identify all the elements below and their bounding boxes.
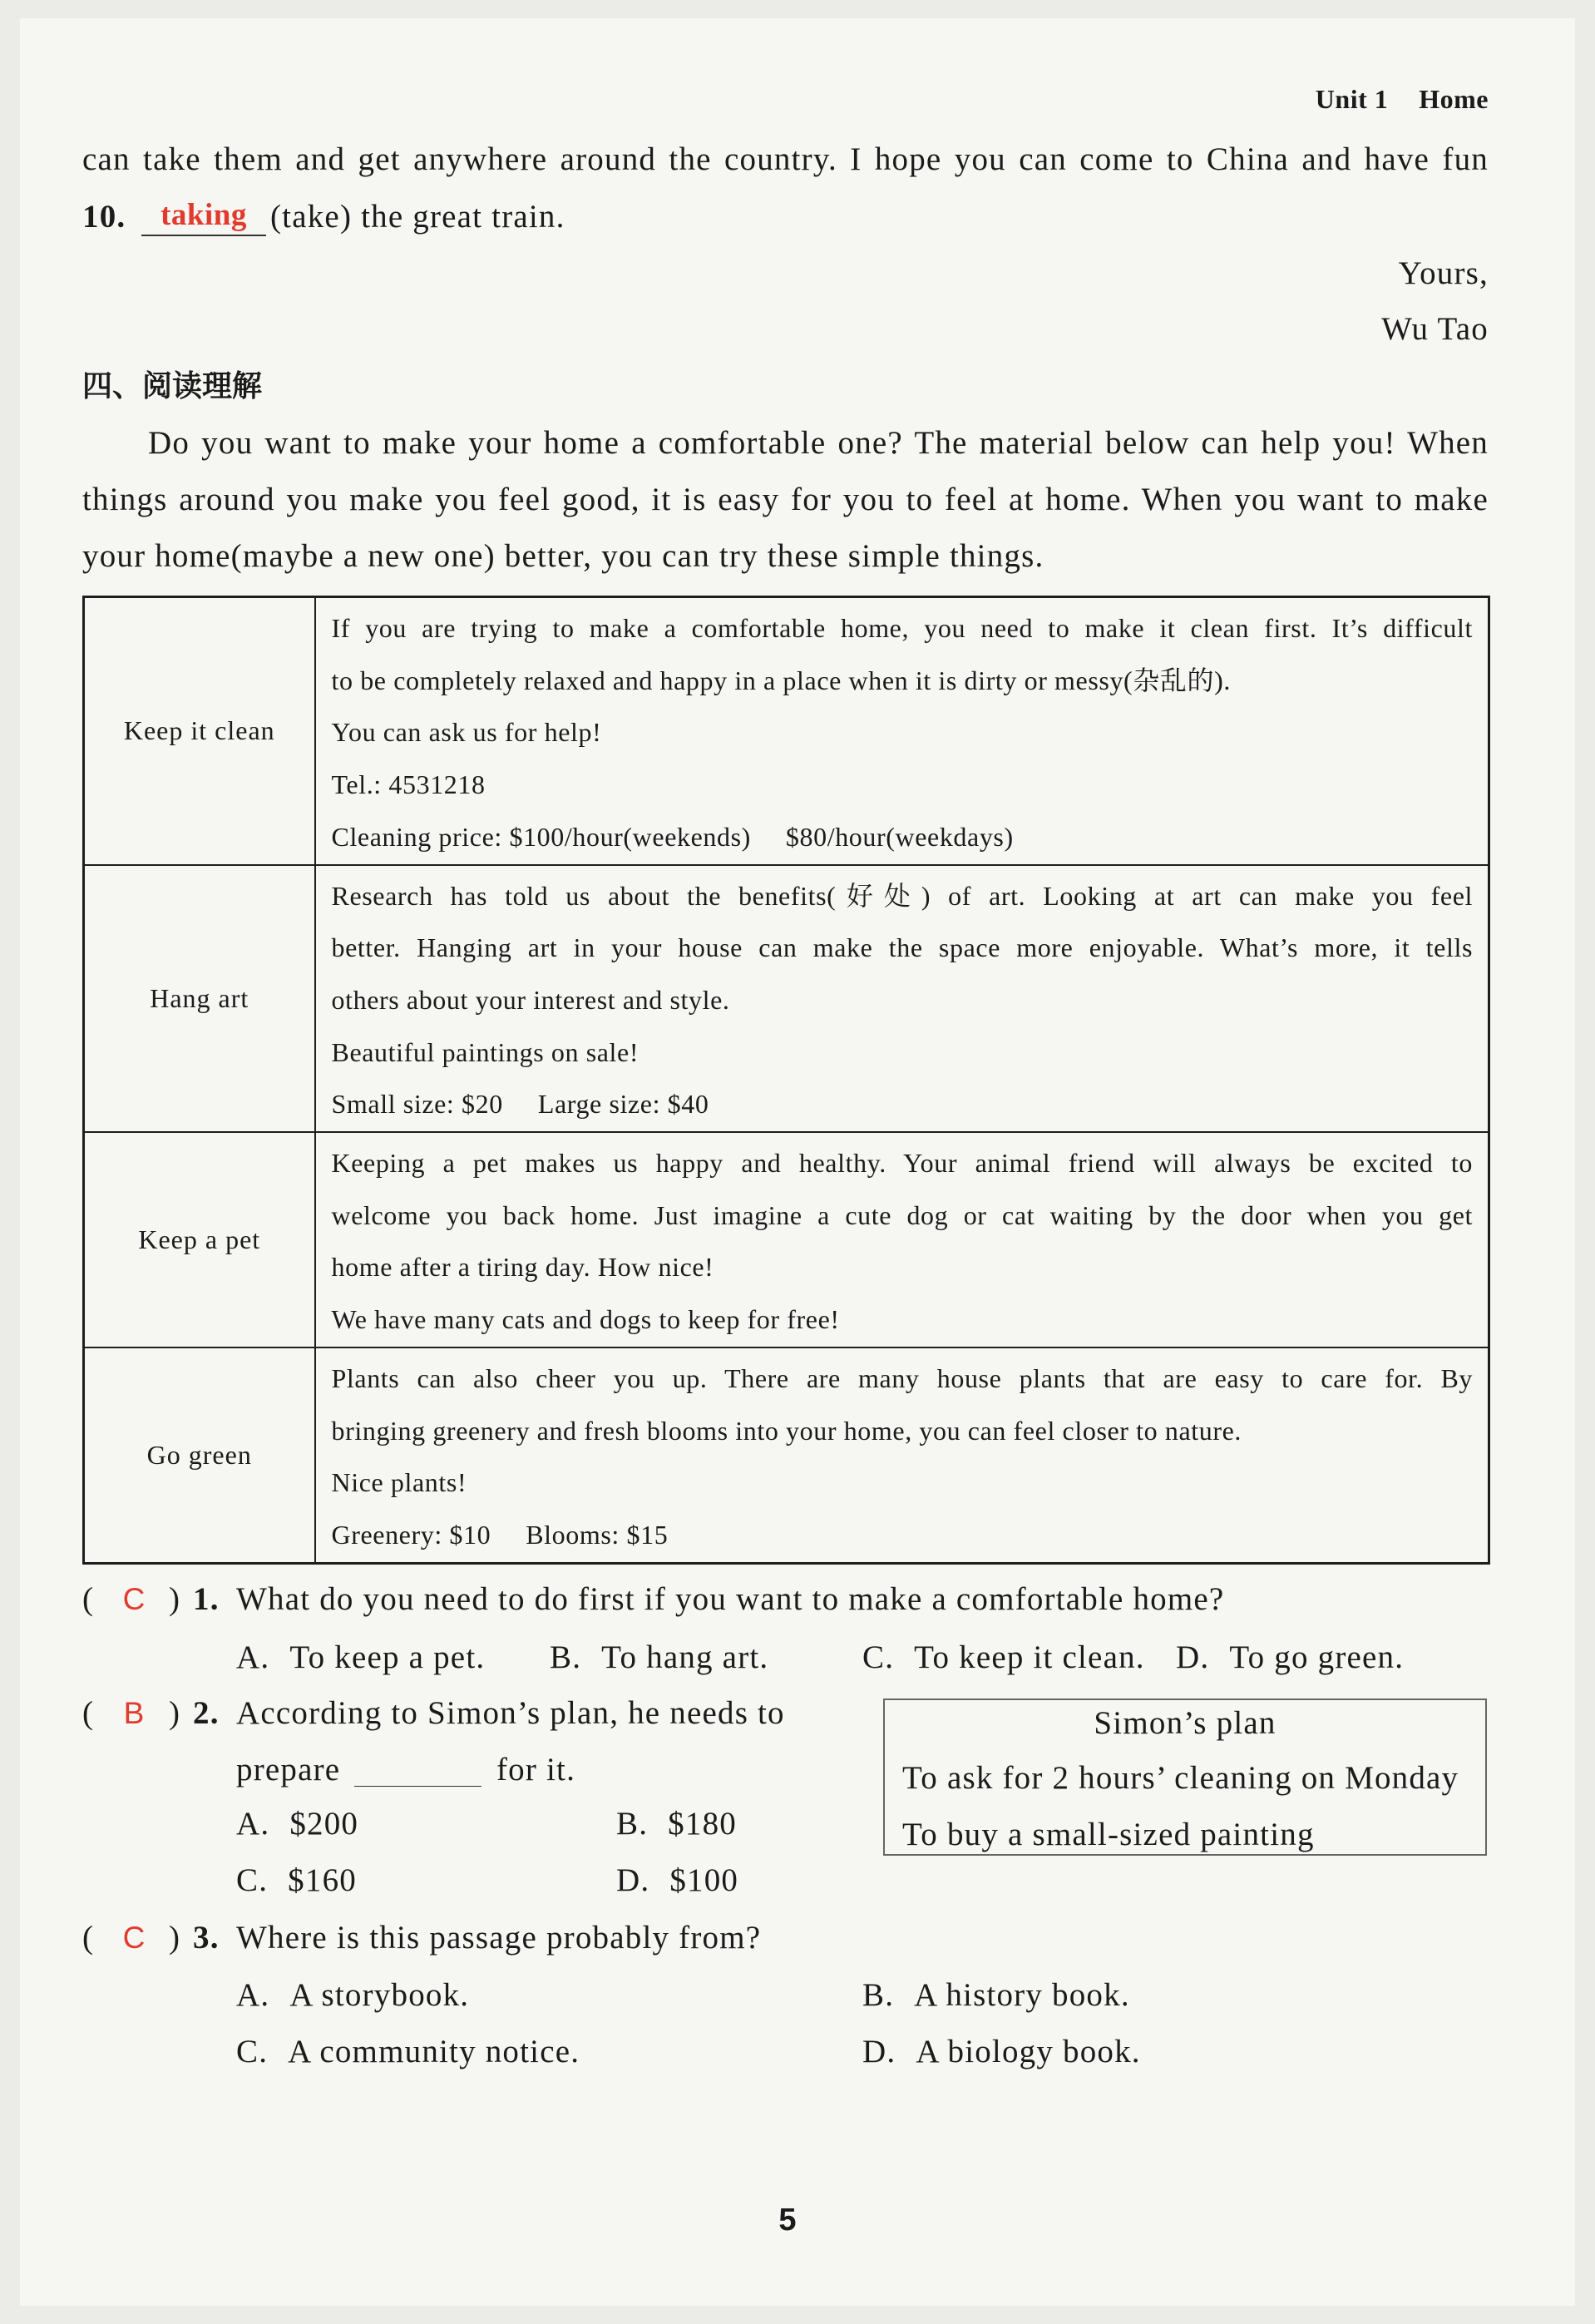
option-letter: C. — [236, 2034, 269, 2069]
option-text: A biology book. — [916, 2034, 1141, 2069]
bracket-close: ) — [169, 1581, 181, 1617]
row-content — [315, 1347, 1489, 1563]
note-part: $80/hour(weekdays) — [785, 821, 1014, 852]
paragraph-line: welcome you back home. Just imagine a cute dog or cat waiting by the door when you get — [331, 1199, 1473, 1230]
row-label: Keep it clean — [84, 597, 315, 865]
option-d — [862, 2024, 1141, 2080]
blank-number: 10. — [82, 199, 126, 235]
reading-table-body — [84, 597, 1489, 1564]
note-line — [332, 1078, 1474, 1130]
plan-box — [883, 1698, 1487, 1856]
note-line — [332, 706, 1474, 759]
bracket-close: ) — [169, 1695, 181, 1731]
answer-mark: C — [122, 1582, 146, 1616]
question-3 — [0, 1910, 1595, 1966]
letter-signature: Wu Tao — [1381, 311, 1489, 347]
option-text: A history book. — [914, 1977, 1130, 2013]
row-content — [315, 865, 1489, 1133]
option-letter: A. — [236, 1806, 270, 1842]
note-line — [332, 759, 1474, 811]
blank-answer: taking — [160, 198, 247, 232]
note-part: Blooms: $15 — [526, 1519, 669, 1550]
note-part: Small size: $20 — [331, 1089, 503, 1120]
option-c — [862, 1629, 1145, 1686]
bracket-open: ( — [82, 1581, 95, 1617]
note-line — [332, 811, 1474, 863]
question-text-cont: prepare — [236, 1752, 341, 1788]
option-text: A community notice. — [288, 2034, 580, 2069]
question-3-options-row-1 — [0, 1967, 1595, 2024]
blank-rest: (take) the great train. — [270, 199, 565, 235]
plan-line: To ask for 2 hours’ cleaning on Monday — [902, 1760, 1459, 1796]
row-label: Go green — [84, 1347, 315, 1563]
note-line — [332, 1026, 1474, 1079]
option-b — [862, 1967, 1130, 2024]
note-part: Tel.: 4531218 — [331, 769, 486, 800]
paragraph-line: Research has told us about the benefits(好处) of art. Looking at art can make you feel — [331, 880, 1473, 911]
table-row — [84, 1132, 1489, 1347]
question-number: 2. — [193, 1695, 220, 1731]
answer-mark: B — [123, 1696, 145, 1730]
row-label: Keep a pet — [84, 1132, 315, 1347]
paragraph-line: If you are trying to make a comfortable home, you need to make it clean first. It’s difficult — [331, 613, 1473, 643]
row-label: Hang art — [84, 865, 315, 1133]
option-b — [616, 1796, 737, 1852]
answer-mark: C — [122, 1921, 146, 1955]
note-part: We have many cats and dogs to keep for free! — [331, 1304, 840, 1335]
paragraph-line: Keeping a pet makes us happy and healthy. Your animal friend will always be excited to — [331, 1148, 1473, 1179]
option-a — [236, 1796, 358, 1852]
question-1-options — [0, 1629, 1595, 1686]
question-1 — [0, 1571, 1595, 1628]
letter-closing: Yours, — [1398, 255, 1489, 291]
header-unit: Unit 1 — [1315, 84, 1389, 114]
option-text: A storybook. — [289, 1977, 470, 2013]
question-3-options-row-2 — [0, 2024, 1595, 2080]
option-a — [236, 1629, 485, 1686]
running-header — [1316, 82, 1489, 116]
intro-line: things around you make you feel good, it is easy for you to feel at home. When you want to make — [82, 482, 1489, 517]
answer-blank-line — [354, 1786, 481, 1787]
question-text: According to Simon’s plan, he needs to — [236, 1695, 785, 1731]
note-part: Cleaning price: $100/hour(weekends) — [331, 821, 751, 852]
plan-title: Simon’s plan — [1094, 1705, 1276, 1741]
option-letter: C. — [862, 1639, 895, 1675]
question-2-options-row-2 — [0, 1852, 1595, 1909]
note-part: Beautiful paintings on sale! — [331, 1036, 639, 1067]
option-letter: A. — [236, 1639, 270, 1675]
note-line — [332, 1509, 1474, 1561]
option-text: $200 — [289, 1806, 359, 1842]
plan-line: To buy a small-sized painting — [902, 1817, 1315, 1852]
option-letter: B. — [616, 1806, 649, 1842]
option-text: To keep it clean. — [914, 1639, 1145, 1675]
row-content — [315, 1132, 1489, 1347]
paragraph-line: others about your interest and style. — [331, 984, 730, 1015]
table-row — [84, 597, 1489, 865]
option-c — [236, 2024, 580, 2080]
option-letter: D. — [862, 2034, 896, 2069]
option-letter: A. — [236, 1977, 270, 2013]
option-letter: B. — [862, 1977, 895, 2013]
table-row — [84, 865, 1489, 1133]
option-text: To go green. — [1229, 1639, 1405, 1675]
header-title: Home — [1419, 84, 1489, 114]
option-c — [236, 1852, 357, 1909]
option-letter: B. — [550, 1639, 582, 1675]
intro-line: Do you want to make your home a comfortable one? The material below can help you! When — [148, 425, 1489, 461]
row-content — [315, 597, 1489, 865]
option-letter: D. — [616, 1862, 650, 1898]
note-part: You can ask us for help! — [331, 717, 602, 748]
note-line — [332, 1293, 1474, 1346]
question-number: 1. — [193, 1581, 220, 1617]
question-number: 3. — [193, 1920, 220, 1956]
option-b — [550, 1629, 768, 1686]
option-d — [616, 1852, 738, 1909]
intro-line: your home(maybe a new one) better, you can try these simple things. — [82, 538, 1044, 574]
page-number: 5 — [778, 2203, 797, 2237]
blank-underline — [141, 235, 266, 236]
option-a — [236, 1967, 469, 2024]
option-text: To hang art. — [601, 1639, 769, 1675]
option-d — [1176, 1629, 1404, 1686]
option-letter: C. — [236, 1862, 269, 1898]
note-part: Greenery: $10 — [331, 1519, 491, 1550]
section-title: 四、阅读理解 — [82, 369, 263, 403]
paragraph-line: to be completely relaxed and happy in a place when it is dirty or messy(杂乱的). — [331, 665, 1231, 695]
note-line — [332, 1456, 1474, 1509]
paragraph-line: home after a tiring day. How nice! — [331, 1252, 714, 1283]
letter-body-line: can take them and get anywhere around the country. I hope you can come to China and have fun — [82, 141, 1489, 177]
question-text: What do you need to do first if you want to make a comfortable home? — [236, 1581, 1225, 1617]
option-letter: D. — [1176, 1639, 1210, 1675]
paragraph-line: bringing greenery and fresh blooms into your home, you can feel closer to nature. — [331, 1415, 1242, 1446]
note-part: Large size: $40 — [537, 1089, 709, 1120]
bracket-close: ) — [169, 1920, 181, 1956]
paragraph-line: Plants can also cheer you up. There are many house plants that are easy to care for. By — [331, 1362, 1473, 1393]
question-text: Where is this passage probably from? — [236, 1920, 762, 1956]
question-text-after-blank: for it. — [496, 1752, 576, 1788]
option-text: $160 — [288, 1862, 357, 1898]
bracket-open: ( — [82, 1920, 95, 1956]
option-text: $100 — [669, 1862, 739, 1898]
reading-table — [82, 596, 1490, 1565]
paragraph-line: better. Hanging art in your house can make the space more enjoyable. What’s more, it tells — [331, 932, 1473, 963]
option-text: $180 — [668, 1806, 737, 1842]
table-row — [84, 1347, 1489, 1563]
bracket-open: ( — [82, 1695, 95, 1731]
option-text: To keep a pet. — [289, 1639, 486, 1675]
note-part: Nice plants! — [331, 1467, 467, 1498]
